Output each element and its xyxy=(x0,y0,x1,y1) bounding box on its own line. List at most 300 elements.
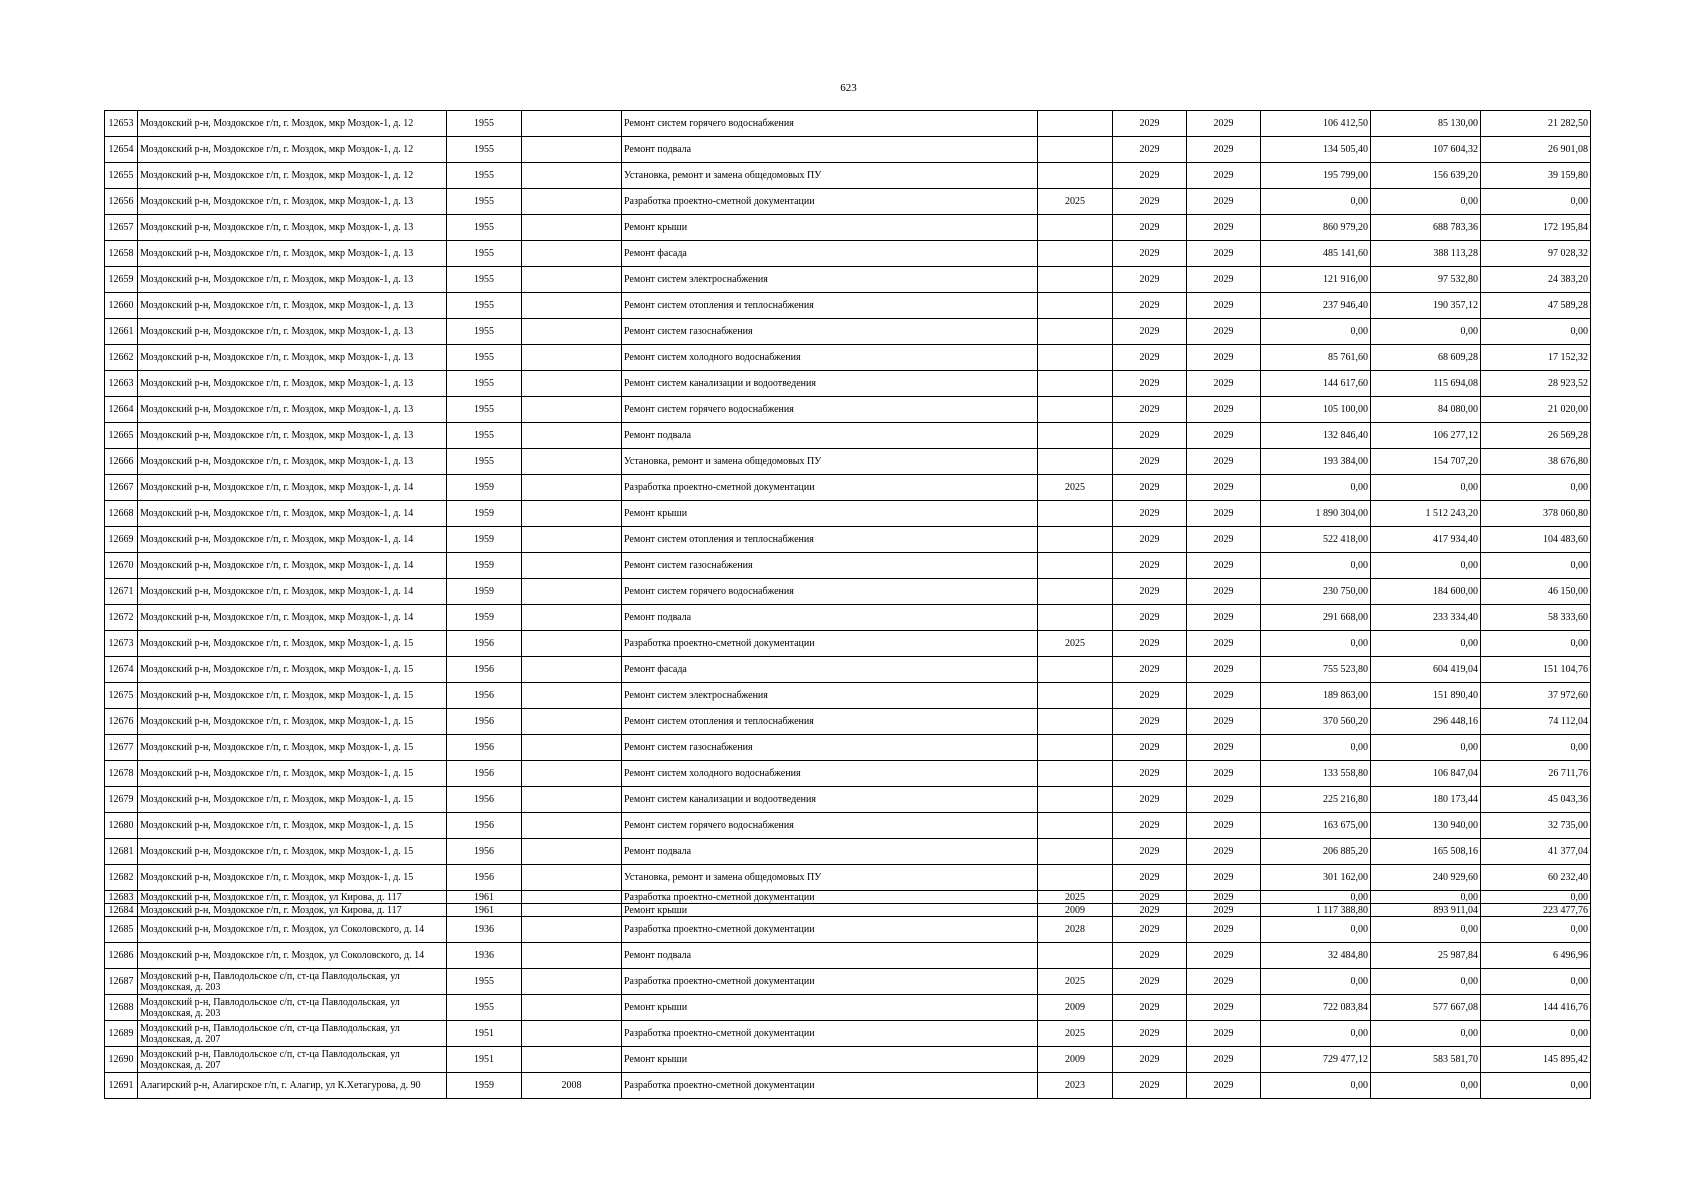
year-built-cell: 1955 xyxy=(447,241,522,267)
work-type-cell: Ремонт крыши xyxy=(622,995,1038,1021)
owners-cost-cell: 60 232,40 xyxy=(1481,865,1591,891)
row-number-cell: 12654 xyxy=(105,137,138,163)
row-number-cell: 12688 xyxy=(105,995,138,1021)
year-start-cell: 2029 xyxy=(1113,904,1187,917)
table-row xyxy=(105,371,1591,397)
year-built-cell: 1955 xyxy=(447,397,522,423)
year-previous-cell xyxy=(1038,579,1113,605)
year-end-cell: 2029 xyxy=(1187,787,1261,813)
year-previous-cell xyxy=(1038,137,1113,163)
owners-cost-cell: 37 972,60 xyxy=(1481,683,1591,709)
total-cost-cell: 0,00 xyxy=(1261,1021,1371,1047)
year-last-repair-cell xyxy=(522,813,622,839)
owners-cost-cell: 145 895,42 xyxy=(1481,1047,1591,1073)
table-row xyxy=(105,423,1591,449)
address-cell: Моздокский р-н, Моздокское г/п, г. Моздок, мкр Моздок-1, д. 14 xyxy=(138,579,447,605)
fund-cost-cell: 97 532,80 xyxy=(1371,267,1481,293)
year-previous-cell: 2009 xyxy=(1038,1047,1113,1073)
year-start-cell: 2029 xyxy=(1113,527,1187,553)
year-built-cell: 1955 xyxy=(447,423,522,449)
address-cell: Моздокский р-н, Моздокское г/п, г. Моздок, мкр Моздок-1, д. 15 xyxy=(138,839,447,865)
year-last-repair-cell xyxy=(522,683,622,709)
work-type-cell: Разработка проектно-сметной документации xyxy=(622,475,1038,501)
year-previous-cell: 2009 xyxy=(1038,995,1113,1021)
owners-cost-cell: 74 112,04 xyxy=(1481,709,1591,735)
total-cost-cell: 0,00 xyxy=(1261,475,1371,501)
fund-cost-cell: 0,00 xyxy=(1371,189,1481,215)
address-cell: Моздокский р-н, Моздокское г/п, г. Моздок, мкр Моздок-1, д. 13 xyxy=(138,319,447,345)
row-number-cell: 12679 xyxy=(105,787,138,813)
year-last-repair-cell xyxy=(522,943,622,969)
year-built-cell: 1955 xyxy=(447,163,522,189)
work-type-cell: Ремонт фасада xyxy=(622,241,1038,267)
year-end-cell: 2029 xyxy=(1187,605,1261,631)
fund-cost-cell: 154 707,20 xyxy=(1371,449,1481,475)
total-cost-cell: 722 083,84 xyxy=(1261,995,1371,1021)
fund-cost-cell: 165 508,16 xyxy=(1371,839,1481,865)
work-type-cell: Разработка проектно-сметной документации xyxy=(622,917,1038,943)
year-start-cell: 2029 xyxy=(1113,449,1187,475)
fund-cost-cell: 0,00 xyxy=(1371,891,1481,904)
year-end-cell: 2029 xyxy=(1187,1073,1261,1099)
address-cell: Моздокский р-н, Павлодольское с/п, ст-ца Павлодольская, ул Моздокская, д. 207 xyxy=(138,1021,447,1047)
row-number-cell: 12660 xyxy=(105,293,138,319)
fund-cost-cell: 0,00 xyxy=(1371,553,1481,579)
year-end-cell: 2029 xyxy=(1187,631,1261,657)
year-start-cell: 2029 xyxy=(1113,267,1187,293)
year-end-cell: 2029 xyxy=(1187,345,1261,371)
year-last-repair-cell xyxy=(522,163,622,189)
total-cost-cell: 132 846,40 xyxy=(1261,423,1371,449)
address-cell: Моздокский р-н, Моздокское г/п, г. Моздок, мкр Моздок-1, д. 15 xyxy=(138,709,447,735)
year-previous-cell xyxy=(1038,787,1113,813)
work-type-cell: Ремонт систем отопления и теплоснабжения xyxy=(622,293,1038,319)
year-end-cell: 2029 xyxy=(1187,553,1261,579)
year-end-cell: 2029 xyxy=(1187,527,1261,553)
year-last-repair-cell xyxy=(522,527,622,553)
owners-cost-cell: 38 676,80 xyxy=(1481,449,1591,475)
work-type-cell: Разработка проектно-сметной документации xyxy=(622,1073,1038,1099)
year-built-cell: 1961 xyxy=(447,891,522,904)
address-cell: Моздокский р-н, Моздокское г/п, г. Моздок, мкр Моздок-1, д. 15 xyxy=(138,787,447,813)
row-number-cell: 12659 xyxy=(105,267,138,293)
year-built-cell: 1955 xyxy=(447,371,522,397)
year-built-cell: 1956 xyxy=(447,761,522,787)
year-built-cell: 1955 xyxy=(447,449,522,475)
fund-cost-cell: 577 667,08 xyxy=(1371,995,1481,1021)
year-built-cell: 1936 xyxy=(447,943,522,969)
work-type-cell: Установка, ремонт и замена общедомовых ПУ xyxy=(622,449,1038,475)
table-row xyxy=(105,943,1591,969)
year-previous-cell xyxy=(1038,735,1113,761)
year-last-repair-cell xyxy=(522,605,622,631)
owners-cost-cell: 0,00 xyxy=(1481,553,1591,579)
fund-cost-cell: 583 581,70 xyxy=(1371,1047,1481,1073)
total-cost-cell: 195 799,00 xyxy=(1261,163,1371,189)
year-previous-cell: 2025 xyxy=(1038,189,1113,215)
row-number-cell: 12673 xyxy=(105,631,138,657)
year-start-cell: 2029 xyxy=(1113,163,1187,189)
year-previous-cell: 2025 xyxy=(1038,1021,1113,1047)
owners-cost-cell: 0,00 xyxy=(1481,1021,1591,1047)
total-cost-cell: 230 750,00 xyxy=(1261,579,1371,605)
address-cell: Моздокский р-н, Моздокское г/п, г. Моздок, ул Кирова, д. 117 xyxy=(138,891,447,904)
year-start-cell: 2029 xyxy=(1113,1047,1187,1073)
year-start-cell: 2029 xyxy=(1113,215,1187,241)
year-last-repair-cell xyxy=(522,1021,622,1047)
year-last-repair-cell xyxy=(522,267,622,293)
table-row xyxy=(105,137,1591,163)
address-cell: Моздокский р-н, Моздокское г/п, г. Моздок, мкр Моздок-1, д. 13 xyxy=(138,345,447,371)
year-previous-cell xyxy=(1038,501,1113,527)
year-last-repair-cell xyxy=(522,735,622,761)
fund-cost-cell: 0,00 xyxy=(1371,969,1481,995)
fund-cost-cell: 180 173,44 xyxy=(1371,787,1481,813)
total-cost-cell: 225 216,80 xyxy=(1261,787,1371,813)
row-number-cell: 12668 xyxy=(105,501,138,527)
table-row xyxy=(105,189,1591,215)
owners-cost-cell: 97 028,32 xyxy=(1481,241,1591,267)
work-type-cell: Ремонт систем газоснабжения xyxy=(622,553,1038,579)
year-previous-cell xyxy=(1038,345,1113,371)
year-end-cell: 2029 xyxy=(1187,917,1261,943)
address-cell: Моздокский р-н, Моздокское г/п, г. Моздок, мкр Моздок-1, д. 15 xyxy=(138,761,447,787)
owners-cost-cell: 39 159,80 xyxy=(1481,163,1591,189)
owners-cost-cell: 26 569,28 xyxy=(1481,423,1591,449)
year-previous-cell xyxy=(1038,449,1113,475)
table-row xyxy=(105,345,1591,371)
owners-cost-cell: 0,00 xyxy=(1481,917,1591,943)
row-number-cell: 12684 xyxy=(105,904,138,917)
total-cost-cell: 144 617,60 xyxy=(1261,371,1371,397)
year-end-cell: 2029 xyxy=(1187,1047,1261,1073)
work-type-cell: Разработка проектно-сметной документации xyxy=(622,891,1038,904)
owners-cost-cell: 0,00 xyxy=(1481,969,1591,995)
year-built-cell: 1959 xyxy=(447,475,522,501)
address-cell: Моздокский р-н, Моздокское г/п, г. Моздок, мкр Моздок-1, д. 15 xyxy=(138,683,447,709)
year-last-repair-cell xyxy=(522,553,622,579)
work-type-cell: Разработка проектно-сметной документации xyxy=(622,969,1038,995)
fund-cost-cell: 106 277,12 xyxy=(1371,423,1481,449)
year-end-cell: 2029 xyxy=(1187,683,1261,709)
year-built-cell: 1959 xyxy=(447,605,522,631)
address-cell: Моздокский р-н, Моздокское г/п, г. Моздок, мкр Моздок-1, д. 14 xyxy=(138,527,447,553)
address-cell: Моздокский р-н, Моздокское г/п, г. Моздок, мкр Моздок-1, д. 13 xyxy=(138,241,447,267)
table-row xyxy=(105,904,1591,917)
work-type-cell: Ремонт крыши xyxy=(622,215,1038,241)
year-start-cell: 2029 xyxy=(1113,787,1187,813)
row-number-cell: 12665 xyxy=(105,423,138,449)
table-row xyxy=(105,1047,1591,1073)
owners-cost-cell: 0,00 xyxy=(1481,319,1591,345)
table-row xyxy=(105,293,1591,319)
year-previous-cell xyxy=(1038,605,1113,631)
table-row xyxy=(105,813,1591,839)
owners-cost-cell: 104 483,60 xyxy=(1481,527,1591,553)
year-built-cell: 1955 xyxy=(447,969,522,995)
year-end-cell: 2029 xyxy=(1187,735,1261,761)
year-previous-cell xyxy=(1038,397,1113,423)
row-number-cell: 12676 xyxy=(105,709,138,735)
address-cell: Моздокский р-н, Моздокское г/п, г. Моздок, ул Соколовского, д. 14 xyxy=(138,917,447,943)
work-type-cell: Ремонт систем электроснабжения xyxy=(622,683,1038,709)
table-row xyxy=(105,397,1591,423)
year-built-cell: 1959 xyxy=(447,527,522,553)
year-last-repair-cell xyxy=(522,761,622,787)
year-built-cell: 1959 xyxy=(447,553,522,579)
work-type-cell: Установка, ремонт и замена общедомовых ПУ xyxy=(622,865,1038,891)
fund-cost-cell: 1 512 243,20 xyxy=(1371,501,1481,527)
year-end-cell: 2029 xyxy=(1187,501,1261,527)
table-row xyxy=(105,657,1591,683)
year-start-cell: 2029 xyxy=(1113,657,1187,683)
fund-cost-cell: 0,00 xyxy=(1371,319,1481,345)
year-start-cell: 2029 xyxy=(1113,111,1187,137)
year-built-cell: 1956 xyxy=(447,787,522,813)
work-type-cell: Ремонт подвала xyxy=(622,423,1038,449)
owners-cost-cell: 46 150,00 xyxy=(1481,579,1591,605)
year-previous-cell xyxy=(1038,865,1113,891)
year-built-cell: 1951 xyxy=(447,1021,522,1047)
year-start-cell: 2029 xyxy=(1113,761,1187,787)
owners-cost-cell: 47 589,28 xyxy=(1481,293,1591,319)
address-cell: Моздокский р-н, Моздокское г/п, г. Моздок, мкр Моздок-1, д. 14 xyxy=(138,475,447,501)
table-row xyxy=(105,969,1591,995)
year-start-cell: 2029 xyxy=(1113,579,1187,605)
address-cell: Моздокский р-н, Моздокское г/п, г. Моздок, мкр Моздок-1, д. 13 xyxy=(138,215,447,241)
owners-cost-cell: 151 104,76 xyxy=(1481,657,1591,683)
year-start-cell: 2029 xyxy=(1113,605,1187,631)
year-start-cell: 2029 xyxy=(1113,735,1187,761)
table-row xyxy=(105,787,1591,813)
year-last-repair-cell xyxy=(522,917,622,943)
work-type-cell: Ремонт систем горячего водоснабжения xyxy=(622,397,1038,423)
year-start-cell: 2029 xyxy=(1113,423,1187,449)
table-row xyxy=(105,761,1591,787)
total-cost-cell: 105 100,00 xyxy=(1261,397,1371,423)
year-previous-cell: 2009 xyxy=(1038,904,1113,917)
year-last-repair-cell: 2008 xyxy=(522,1073,622,1099)
row-number-cell: 12655 xyxy=(105,163,138,189)
table-row xyxy=(105,319,1591,345)
total-cost-cell: 0,00 xyxy=(1261,891,1371,904)
address-cell: Моздокский р-н, Моздокское г/п, г. Моздок, мкр Моздок-1, д. 15 xyxy=(138,735,447,761)
fund-cost-cell: 0,00 xyxy=(1371,1073,1481,1099)
fund-cost-cell: 107 604,32 xyxy=(1371,137,1481,163)
year-start-cell: 2029 xyxy=(1113,813,1187,839)
year-previous-cell xyxy=(1038,111,1113,137)
total-cost-cell: 133 558,80 xyxy=(1261,761,1371,787)
work-type-cell: Ремонт подвала xyxy=(622,605,1038,631)
table-row xyxy=(105,111,1591,137)
year-last-repair-cell xyxy=(522,995,622,1021)
year-built-cell: 1955 xyxy=(447,345,522,371)
year-start-cell: 2029 xyxy=(1113,241,1187,267)
table-row xyxy=(105,865,1591,891)
total-cost-cell: 0,00 xyxy=(1261,631,1371,657)
address-cell: Моздокский р-н, Моздокское г/п, г. Моздок, мкр Моздок-1, д. 12 xyxy=(138,163,447,189)
year-start-cell: 2029 xyxy=(1113,501,1187,527)
year-previous-cell xyxy=(1038,709,1113,735)
year-previous-cell xyxy=(1038,553,1113,579)
address-cell: Моздокский р-н, Павлодольское с/п, ст-ца Павлодольская, ул Моздокская, д. 207 xyxy=(138,1047,447,1073)
work-type-cell: Разработка проектно-сметной документации xyxy=(622,189,1038,215)
row-number-cell: 12678 xyxy=(105,761,138,787)
year-previous-cell xyxy=(1038,423,1113,449)
year-built-cell: 1955 xyxy=(447,319,522,345)
total-cost-cell: 301 162,00 xyxy=(1261,865,1371,891)
work-type-cell: Ремонт систем отопления и теплоснабжения xyxy=(622,709,1038,735)
year-built-cell: 1955 xyxy=(447,293,522,319)
year-built-cell: 1956 xyxy=(447,657,522,683)
table-body xyxy=(105,111,1591,1099)
total-cost-cell: 206 885,20 xyxy=(1261,839,1371,865)
year-previous-cell: 2025 xyxy=(1038,891,1113,904)
year-last-repair-cell xyxy=(522,423,622,449)
year-previous-cell xyxy=(1038,761,1113,787)
fund-cost-cell: 0,00 xyxy=(1371,631,1481,657)
row-number-cell: 12677 xyxy=(105,735,138,761)
work-type-cell: Ремонт систем холодного водоснабжения xyxy=(622,761,1038,787)
owners-cost-cell: 378 060,80 xyxy=(1481,501,1591,527)
address-cell: Моздокский р-н, Моздокское г/п, г. Моздок, ул Кирова, д. 117 xyxy=(138,904,447,917)
year-start-cell: 2029 xyxy=(1113,995,1187,1021)
year-previous-cell: 2025 xyxy=(1038,969,1113,995)
year-last-repair-cell xyxy=(522,293,622,319)
year-built-cell: 1951 xyxy=(447,1047,522,1073)
address-cell: Моздокский р-н, Моздокское г/п, г. Моздок, мкр Моздок-1, д. 13 xyxy=(138,267,447,293)
row-number-cell: 12666 xyxy=(105,449,138,475)
year-previous-cell xyxy=(1038,267,1113,293)
work-type-cell: Установка, ремонт и замена общедомовых ПУ xyxy=(622,163,1038,189)
row-number-cell: 12681 xyxy=(105,839,138,865)
year-end-cell: 2029 xyxy=(1187,293,1261,319)
table-row xyxy=(105,163,1591,189)
year-last-repair-cell xyxy=(522,904,622,917)
total-cost-cell: 32 484,80 xyxy=(1261,943,1371,969)
year-end-cell: 2029 xyxy=(1187,475,1261,501)
owners-cost-cell: 172 195,84 xyxy=(1481,215,1591,241)
row-number-cell: 12670 xyxy=(105,553,138,579)
year-built-cell: 1956 xyxy=(447,709,522,735)
year-end-cell: 2029 xyxy=(1187,319,1261,345)
table-row xyxy=(105,579,1591,605)
owners-cost-cell: 0,00 xyxy=(1481,891,1591,904)
owners-cost-cell: 0,00 xyxy=(1481,735,1591,761)
year-last-repair-cell xyxy=(522,579,622,605)
table-row xyxy=(105,891,1591,904)
table-row xyxy=(105,553,1591,579)
owners-cost-cell: 21 282,50 xyxy=(1481,111,1591,137)
fund-cost-cell: 84 080,00 xyxy=(1371,397,1481,423)
year-built-cell: 1955 xyxy=(447,267,522,293)
work-type-cell: Ремонт подвала xyxy=(622,839,1038,865)
row-number-cell: 12657 xyxy=(105,215,138,241)
year-end-cell: 2029 xyxy=(1187,904,1261,917)
row-number-cell: 12667 xyxy=(105,475,138,501)
year-start-cell: 2029 xyxy=(1113,891,1187,904)
year-end-cell: 2029 xyxy=(1187,865,1261,891)
total-cost-cell: 0,00 xyxy=(1261,189,1371,215)
owners-cost-cell: 32 735,00 xyxy=(1481,813,1591,839)
total-cost-cell: 860 979,20 xyxy=(1261,215,1371,241)
fund-cost-cell: 115 694,08 xyxy=(1371,371,1481,397)
year-previous-cell xyxy=(1038,657,1113,683)
year-end-cell: 2029 xyxy=(1187,449,1261,475)
year-end-cell: 2029 xyxy=(1187,969,1261,995)
year-built-cell: 1956 xyxy=(447,813,522,839)
row-number-cell: 12671 xyxy=(105,579,138,605)
year-built-cell: 1955 xyxy=(447,111,522,137)
address-cell: Моздокский р-н, Моздокское г/п, г. Моздок, мкр Моздок-1, д. 12 xyxy=(138,137,447,163)
owners-cost-cell: 144 416,76 xyxy=(1481,995,1591,1021)
year-end-cell: 2029 xyxy=(1187,839,1261,865)
year-end-cell: 2029 xyxy=(1187,267,1261,293)
year-start-cell: 2029 xyxy=(1113,553,1187,579)
year-start-cell: 2029 xyxy=(1113,631,1187,657)
row-number-cell: 12683 xyxy=(105,891,138,904)
year-last-repair-cell xyxy=(522,449,622,475)
fund-cost-cell: 233 334,40 xyxy=(1371,605,1481,631)
year-start-cell: 2029 xyxy=(1113,865,1187,891)
year-previous-cell xyxy=(1038,943,1113,969)
table-row xyxy=(105,1021,1591,1047)
year-last-repair-cell xyxy=(522,241,622,267)
owners-cost-cell: 6 496,96 xyxy=(1481,943,1591,969)
address-cell: Моздокский р-н, Моздокское г/п, г. Моздок, мкр Моздок-1, д. 15 xyxy=(138,813,447,839)
owners-cost-cell: 21 020,00 xyxy=(1481,397,1591,423)
owners-cost-cell: 17 152,32 xyxy=(1481,345,1591,371)
table-row xyxy=(105,605,1591,631)
address-cell: Моздокский р-н, Моздокское г/п, г. Моздок, мкр Моздок-1, д. 14 xyxy=(138,605,447,631)
page-number: 623 xyxy=(840,82,857,94)
work-type-cell: Ремонт крыши xyxy=(622,501,1038,527)
year-last-repair-cell xyxy=(522,501,622,527)
table-row xyxy=(105,995,1591,1021)
total-cost-cell: 189 863,00 xyxy=(1261,683,1371,709)
work-type-cell: Ремонт систем отопления и теплоснабжения xyxy=(622,527,1038,553)
owners-cost-cell: 45 043,36 xyxy=(1481,787,1591,813)
fund-cost-cell: 388 113,28 xyxy=(1371,241,1481,267)
table-row xyxy=(105,917,1591,943)
owners-cost-cell: 0,00 xyxy=(1481,631,1591,657)
row-number-cell: 12672 xyxy=(105,605,138,631)
table-row xyxy=(105,683,1591,709)
year-last-repair-cell xyxy=(522,189,622,215)
owners-cost-cell: 58 333,60 xyxy=(1481,605,1591,631)
fund-cost-cell: 417 934,40 xyxy=(1371,527,1481,553)
year-built-cell: 1955 xyxy=(447,215,522,241)
total-cost-cell: 755 523,80 xyxy=(1261,657,1371,683)
fund-cost-cell: 0,00 xyxy=(1371,735,1481,761)
work-type-cell: Ремонт крыши xyxy=(622,1047,1038,1073)
year-end-cell: 2029 xyxy=(1187,761,1261,787)
year-last-repair-cell xyxy=(522,709,622,735)
year-end-cell: 2029 xyxy=(1187,891,1261,904)
fund-cost-cell: 240 929,60 xyxy=(1371,865,1481,891)
address-cell: Моздокский р-н, Моздокское г/п, г. Моздок, мкр Моздок-1, д. 13 xyxy=(138,189,447,215)
work-type-cell: Ремонт систем газоснабжения xyxy=(622,319,1038,345)
year-end-cell: 2029 xyxy=(1187,189,1261,215)
total-cost-cell: 0,00 xyxy=(1261,553,1371,579)
address-cell: Моздокский р-н, Моздокское г/п, г. Моздок, мкр Моздок-1, д. 15 xyxy=(138,657,447,683)
year-last-repair-cell xyxy=(522,345,622,371)
total-cost-cell: 485 141,60 xyxy=(1261,241,1371,267)
row-number-cell: 12656 xyxy=(105,189,138,215)
year-built-cell: 1955 xyxy=(447,137,522,163)
year-built-cell: 1956 xyxy=(447,865,522,891)
row-number-cell: 12682 xyxy=(105,865,138,891)
